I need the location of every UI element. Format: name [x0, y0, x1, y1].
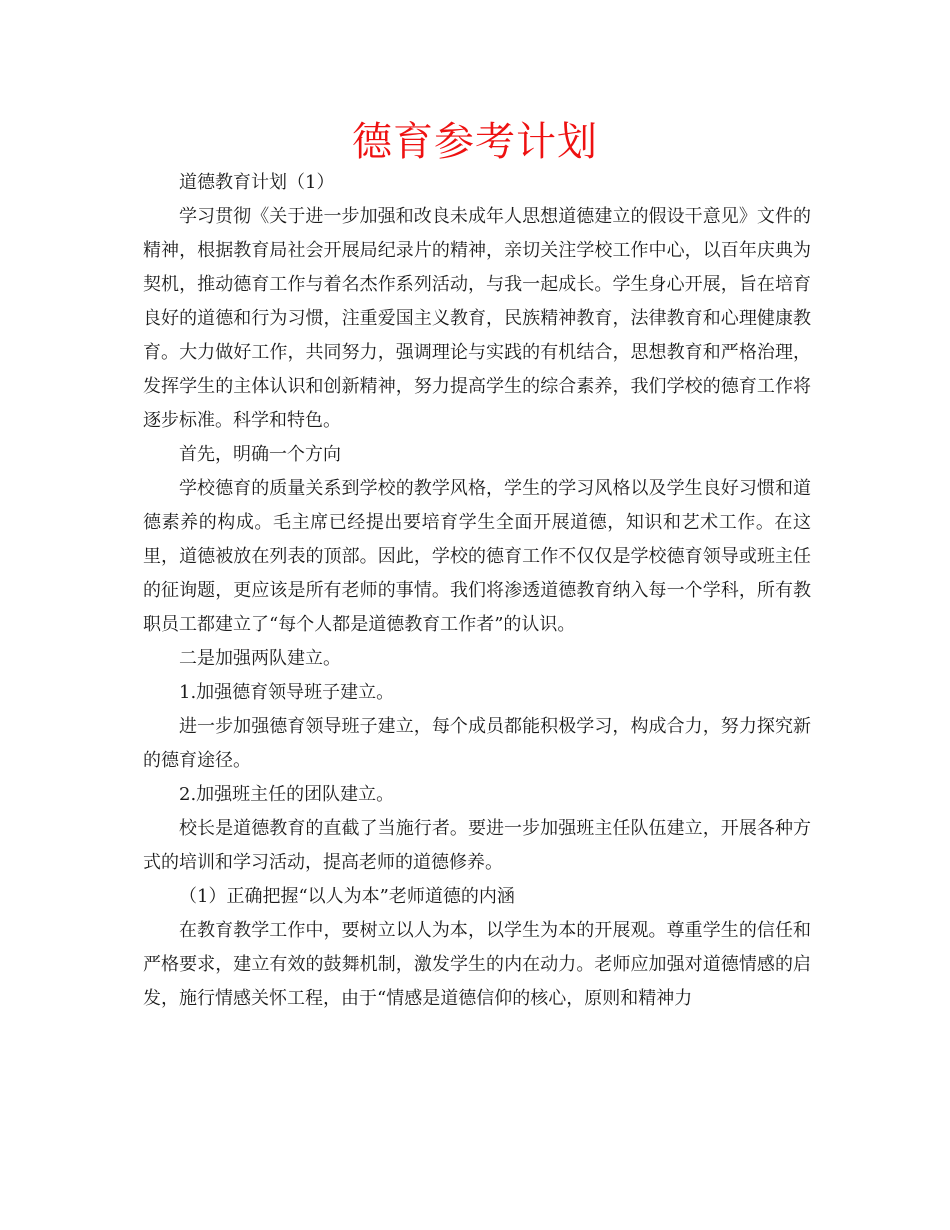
subsection-heading: 2.加强班主任的团队建立。 [179, 784, 395, 805]
subsection-heading: 1.加强德育领导班子建立。 [179, 682, 395, 703]
body-paragraph: 校长是道德教育的直截了当施行者。要进一步加强班主任队伍建立，开展各种方式的培训和学习活动，提高老师的道德修养。 [143, 818, 811, 873]
body-paragraph: 进一步加强德育领导班子建立，每个成员都能积极学习，构成合力，努力探究新的德育途径。 [143, 716, 811, 771]
document-body [143, 166, 811, 1016]
section-heading: 道德教育计划（1） [179, 172, 335, 193]
document-title: 德育参考计划 [352, 119, 598, 165]
section-heading: 二是加强两队建立。 [179, 648, 341, 669]
body-paragraph: 学校德育的质量关系到学校的教学风格，学生的学习风格以及学生良好习惯和道德素养的构成。毛主席已经提出要培育学生全面开展道德，知识和艺术工作。在这里，道德被放在列表的顶部。因此，学校的德育工作不仅仅是学校德育领导或班主任的征询题，更应该是所有老师的事情。我们将渗透道德教育纳入每一个学科，所有教职员工都建立了“每个人都是道德教育工作者”的认识。 [143, 478, 811, 635]
section-heading: 首先，明确一个方向 [179, 444, 341, 465]
subsection-heading: （1）正确把握“以人为本”老师道德的内涵 [179, 886, 515, 907]
body-paragraph: 在教育教学工作中，要树立以人为本，以学生为本的开展观。尊重学生的信任和严格要求，建立有效的鼓舞机制，激发学生的内在动力。老师应加强对道德情感的启发，施行情感关怀工程，由于“情感是道德信仰的核心，原则和精神力 [143, 920, 811, 1009]
body-paragraph: 学习贯彻《关于进一步加强和改良未成年人思想道德建立的假设干意见》文件的精神，根据教育局社会开展局纪录片的精神，亲切关注学校工作中心，以百年庆典为契机，推动德育工作与着名杰作系列活动，与我一起成长。学生身心开展，旨在培育良好的道德和行为习惯，注重爱国主义教育，民族精神教育，法律教育和心理健康教育。大力做好工作，共同努力，强调理论与实践的有机结合，思想教育和严格治理，发挥学生的主体认识和创新精神，努力提高学生的综合素养，我们学校的德育工作将逐步标准。科学和特色。 [143, 206, 811, 431]
